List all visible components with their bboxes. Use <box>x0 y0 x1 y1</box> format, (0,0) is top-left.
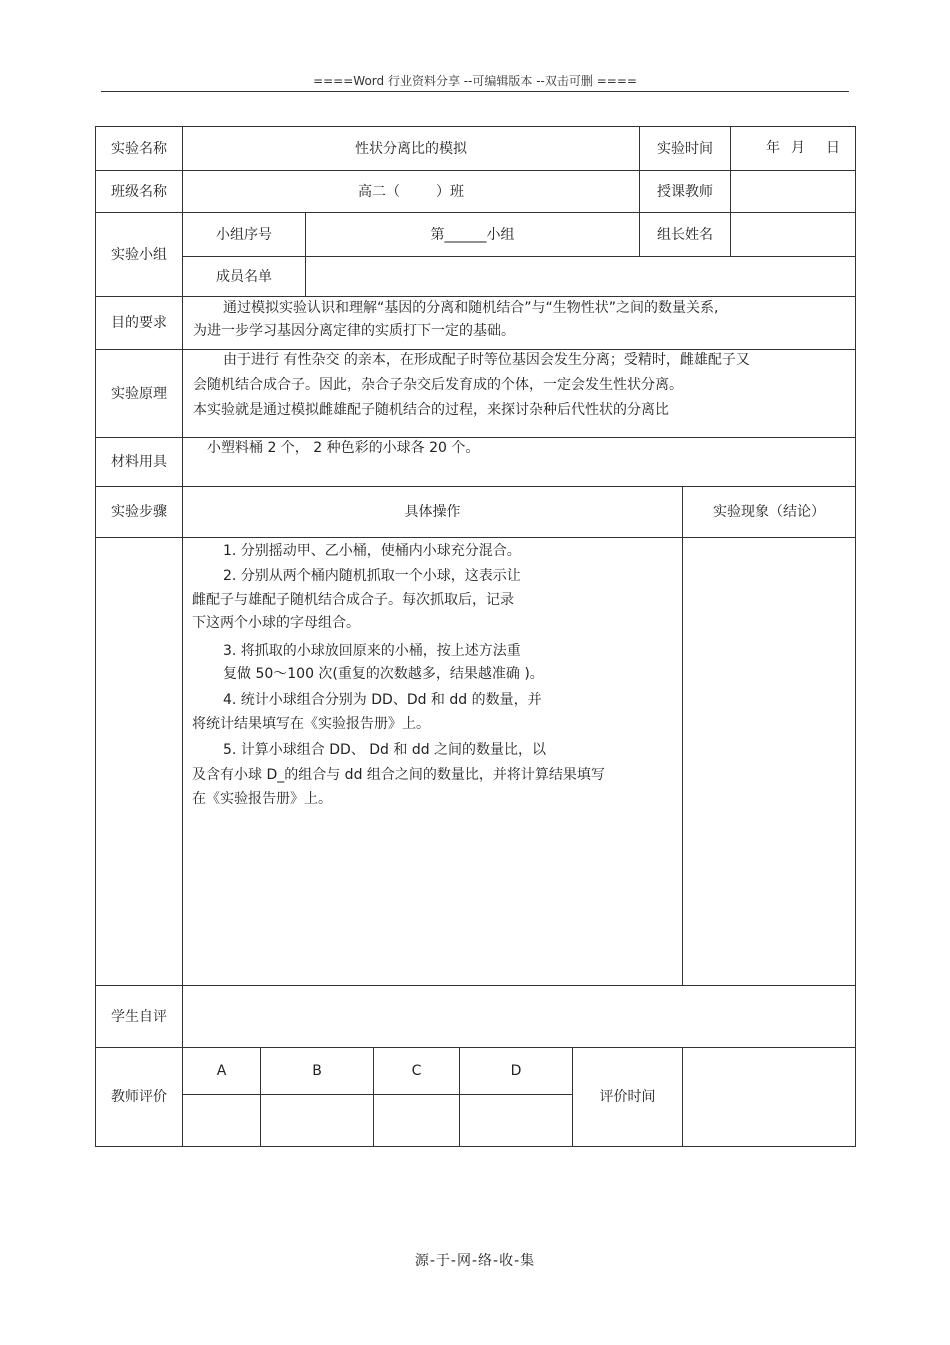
operation-header: 具体操作 <box>183 487 683 538</box>
group-seq-value[interactable] <box>306 213 640 257</box>
step-line-9: 5. 计算小球组合 DD、 Dd 和 dd 之间的数量比，以 <box>223 742 547 758</box>
step-line-7: 4. 统计小球组合分别为 DD、Dd 和 dd 的数量，并 <box>223 692 542 708</box>
group-seq-prefix: 第 <box>430 226 445 243</box>
date-year: 年 <box>766 140 780 156</box>
principle-label: 实验原理 <box>96 350 183 438</box>
grade-a-value[interactable] <box>183 1095 261 1147</box>
steps-label: 实验步骤 <box>96 487 183 538</box>
teacher-value[interactable] <box>731 171 856 213</box>
teacher-label: 授课教师 <box>640 171 731 213</box>
group-seq-blank: ______ <box>444 226 487 243</box>
date-day: 日 <box>826 140 840 156</box>
step-line-2: 2. 分别从两个桶内随机抓取一个小球，这表示让 <box>223 568 521 584</box>
grade-d-header: D <box>460 1048 573 1095</box>
phenomenon-header: 实验现象（结论） <box>683 487 856 538</box>
grade-b-header: B <box>261 1048 374 1095</box>
header-divider <box>101 91 849 92</box>
step-line-6: 复做 50～100 次(重复的次数越多，结果越准确 )。 <box>223 666 544 682</box>
page-footer: 源-于-网-络-收-集 <box>414 1253 536 1269</box>
purpose-text <box>183 297 856 350</box>
operation-body <box>183 538 683 986</box>
group-leader-label: 组长姓名 <box>640 213 731 257</box>
materials-line: 小塑料桶 2 个， 2 种色彩的小球各 20 个。 <box>207 440 480 456</box>
class-prefix: 高二（ <box>358 183 400 200</box>
principle-line-1: 由于进行 有性杂交 的亲本，在形成配子时等位基因会发生分离；受精时，雌雄配子又 <box>223 352 750 368</box>
teacher-eval-label: 教师评价 <box>96 1048 183 1147</box>
grade-a-header: A <box>183 1048 261 1095</box>
principle-line-2: 会随机结合成合子。因此，杂合子杂交后发育成的个体，一定会发生性状分离。 <box>193 377 683 393</box>
purpose-line-1: 通过模拟实验认识和理解“基因的分离和随机结合”与“生物性状”之间的数量关系, <box>223 300 719 316</box>
group-leader-value[interactable] <box>731 213 856 257</box>
step-line-10: 及含有小球 D_的组合与 dd 组合之间的数量比，并将计算结果填写 <box>192 767 605 783</box>
class-suffix: ）班 <box>436 183 464 200</box>
members-label: 成员名单 <box>183 257 306 297</box>
step-line-4: 下这两个小球的字母组合。 <box>192 615 360 631</box>
steps-blank-cell <box>96 538 183 986</box>
phenomenon-body[interactable] <box>683 538 856 986</box>
eval-time-label: 评价时间 <box>573 1048 683 1147</box>
group-seq-label: 小组序号 <box>183 213 306 257</box>
purpose-line-2: 为进一步学习基因分离定律的实质打下一定的基础。 <box>193 323 515 339</box>
date-month: 月 <box>791 140 805 156</box>
experiment-name-value[interactable]: 性状分离比的模拟 <box>183 127 640 171</box>
grade-b-value[interactable] <box>261 1095 374 1147</box>
step-line-3: 雌配子与雄配子随机结合成合子。每次抓取后，记录 <box>192 592 514 608</box>
grade-c-value[interactable] <box>374 1095 460 1147</box>
self-eval-label: 学生自评 <box>96 986 183 1048</box>
group-seq-suffix: 小组 <box>486 226 515 243</box>
experiment-report-form <box>95 126 856 1147</box>
principle-line-3: 本实验就是通过模拟雌雄配子随机结合的过程，来探讨杂种后代性状的分离比 <box>193 402 669 418</box>
class-name-value[interactable] <box>183 171 640 213</box>
step-line-8: 将统计结果填写在《实验报告册》上。 <box>192 716 430 732</box>
grade-d-value[interactable] <box>460 1095 573 1147</box>
purpose-label: 目的要求 <box>96 297 183 350</box>
class-name-label: 班级名称 <box>96 171 183 213</box>
experiment-time-label: 实验时间 <box>640 127 731 171</box>
members-value[interactable] <box>306 257 856 297</box>
experiment-name-label: 实验名称 <box>96 127 183 171</box>
step-line-5: 3. 将抓取的小球放回原来的小桶，按上述方法重 <box>223 643 521 659</box>
step-line-11: 在《实验报告册》上。 <box>192 791 332 807</box>
self-eval-value[interactable] <box>183 986 856 1048</box>
eval-time-value[interactable] <box>683 1048 856 1147</box>
step-line-1: 1. 分别摇动甲、乙小桶，使桶内小球充分混合。 <box>223 543 521 559</box>
grade-c-header: C <box>374 1048 460 1095</box>
materials-text <box>183 438 856 487</box>
materials-label: 材料用具 <box>96 438 183 487</box>
experiment-date-field[interactable] <box>731 127 856 171</box>
page-header: ====Word 行业资料分享 --可编辑版本 --双击可删 ==== <box>313 74 637 88</box>
experiment-group-label: 实验小组 <box>96 213 183 297</box>
principle-text <box>183 350 856 438</box>
